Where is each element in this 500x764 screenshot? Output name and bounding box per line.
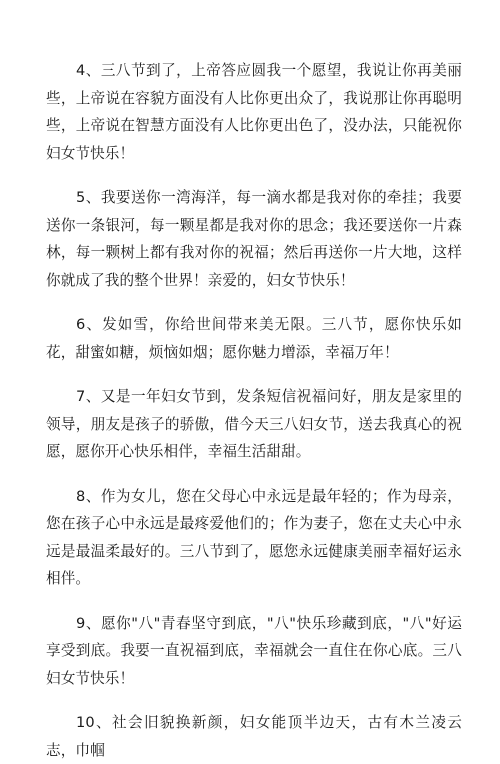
paragraph-7: 7、又是一年妇女节到，发条短信祝福问好，朋友是家里的领导，朋友是孩子的骄傲，借今天三八妇女节，送去我真心的祝愿，愿你开心快乐相伴，幸福生活甜甜。 [46,388,462,460]
paragraph-8: 8、作为女儿，您在父母心中永远是最年轻的；作为母亲，您在孩子心中永远是最疼爱他们的；作为妻子，您在丈夫心中永远是最温柔最好的。三八节到了，愿您永远健康美丽幸福好运永相伴。 [46,487,462,587]
document-body [46,57,462,764]
paragraph-9: 9、愿你"八"青春坚守到底，"八"快乐珍藏到底，"八"好运享受到底。我要一直祝福到底，幸福就会一直住在你心底。三八妇女节快乐！ [46,614,462,687]
paragraph-4: 4、三八节到了，上帝答应圆我一个愿望，我说让你再美丽些，上帝说在容貌方面没有人比你更出众了，我说那让你再聪明些，上帝说在智慧方面没有人比你更出色了，没办法，只能祝你妇女节快乐！ [46,62,462,162]
paragraph-5: 5、我要送你一湾海洋，每一滴水都是我对你的牵挂；我要送你一条银河，每一颗星都是我对你的思念；我还要送你一片森林，每一颗树上都有我对你的祝福；然后再送你一片大地，这样你就成了我的整个世界！亲爱的，妇女节快乐！ [46,189,462,289]
paragraph-10: 10、社会旧貌换新颜，妇女能顶半边天，古有木兰凌云志，巾帼 [46,714,462,759]
paragraph-6: 6、发如雪，你给世间带来美无限。三八节，愿你快乐如花，甜蜜如糖，烦恼如烟；愿你魅力增添，幸福万年！ [46,316,462,361]
